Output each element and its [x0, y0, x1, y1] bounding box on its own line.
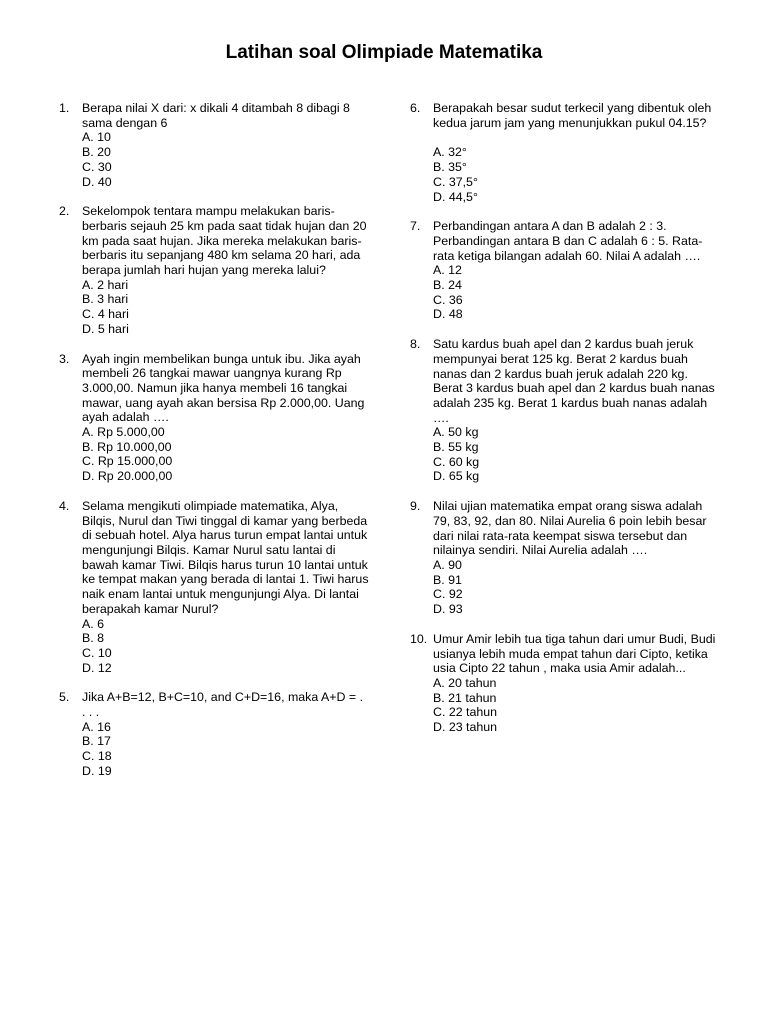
option-a: A. 20 tahun: [433, 675, 497, 690]
option-d: D. 44,5°: [433, 189, 478, 204]
options-list: [433, 676, 720, 735]
question-number: 1.: [59, 101, 70, 115]
question-9: [410, 499, 720, 617]
question-text: Berapa nilai X dari: x dikali 4 ditambah 8 dibagi 8 sama dengan 6: [82, 101, 350, 130]
option-d: D. 5 hari: [82, 321, 129, 336]
options-list: [82, 278, 369, 337]
question-2: [59, 204, 369, 336]
option-a: A. Rp 5.000,00: [82, 425, 165, 440]
question-4: [59, 499, 369, 675]
option-d: D. Rp 20.000,00: [82, 469, 173, 484]
option-c: C. 30: [82, 159, 112, 174]
option-a: A. 2 hari: [82, 277, 129, 292]
question-number: 8.: [410, 337, 421, 352]
option-b: B. 35°: [433, 160, 467, 175]
option-c: C. 22 tahun: [433, 705, 498, 720]
option-d: D. 19: [82, 763, 112, 778]
option-c: C. 37,5°: [433, 174, 478, 189]
question-number: 3.: [59, 351, 70, 366]
left-column: [59, 101, 369, 779]
option-b: B. 8: [82, 631, 105, 646]
option-a: A. 12: [433, 263, 462, 278]
options-list: [433, 425, 720, 484]
question-3: [59, 352, 369, 484]
question-text: Nilai ujian matematika empat orang siswa adalah 79, 83, 92, dan 80. Nilai Aurelia 6 poin lebih besar dari nilai rata-rata keempat siswa tersebut dan nilainya sendiri. Nilai Aurelia adalah ….: [433, 499, 707, 558]
options-list: [82, 130, 369, 189]
option-a: A. 16: [82, 719, 111, 734]
option-b: B. 20: [82, 145, 111, 160]
question-number: 10.: [410, 631, 428, 646]
question-7: [410, 219, 720, 322]
option-d: D. 40: [82, 174, 112, 189]
option-b: B. 91: [433, 572, 462, 587]
options-list: [82, 720, 369, 779]
question-number: 7.: [410, 219, 421, 234]
option-b: B. 17: [82, 734, 111, 749]
option-c: C. 10: [82, 645, 112, 660]
question-text: Ayah ingin membelikan bunga untuk ibu. Jika ayah membeli 26 tangkai mawar uangnya kurang Rp 3.000,00. Namun jika hanya membeli 16 tangkai mawar, uang ayah akan bersisa Rp 2.000,00. Uang ayah adalah ….: [82, 351, 365, 425]
question-text: Berapakah besar sudut terkecil yang dibentuk oleh kedua jarum jam yang menunjukkan pukul 04.15?: [433, 101, 712, 130]
options-list: [82, 425, 369, 484]
option-c: C. 18: [82, 749, 112, 764]
question-text: Perbandingan antara A dan B adalah 2 : 3. Perbandingan antara B dan C adalah 6 : 5. Rata-rata ketiga bilangan adalah 60. Nilai A adalah ….: [433, 219, 703, 263]
options-list: [433, 558, 720, 617]
option-c: C. 60 kg: [433, 454, 480, 469]
question-text: Sekelompok tentara mampu melakukan baris-berbaris sejauh 25 km pada saat tidak hujan dan 20 km pada saat hujan. Jika mereka melakukan baris-berbaris itu sepanjang 480 km selama 20 hari, ada berapa jumlah hari hujan yang mereka lalui?: [82, 204, 367, 278]
question-number: 4.: [59, 498, 70, 513]
option-d: D. 48: [433, 307, 463, 322]
option-a: A. 10: [82, 130, 111, 145]
option-c: C. 4 hari: [82, 307, 129, 322]
question-number: 2.: [59, 204, 70, 219]
question-number: 6.: [410, 101, 421, 115]
option-a: A. 6: [82, 616, 105, 631]
question-1: [59, 101, 369, 189]
option-a: A. 32°: [433, 145, 467, 160]
option-d: D. 93: [433, 602, 463, 617]
option-d: D. 23 tahun: [433, 720, 498, 735]
right-column: [410, 101, 720, 735]
option-b: B. 24: [433, 278, 462, 293]
question-6: [410, 101, 720, 204]
option-b: B. 3 hari: [82, 292, 129, 307]
options-list: [433, 145, 720, 204]
question-5: [59, 690, 369, 778]
question-text: Jika A+B=12, B+C=10, and C+D=16, maka A+D = . . . .: [82, 690, 364, 720]
option-b: B. Rp 10.000,00: [82, 439, 172, 454]
question-8: [410, 337, 720, 484]
option-c: C. 36: [433, 292, 463, 307]
options-list: [433, 263, 720, 322]
question-text: Umur Amir lebih tua tiga tahun dari umur Budi, Budi usianya lebih muda empat tahun dari Cipto, ketika usia Cipto 22 tahun , maka usia Amir adalah...: [433, 631, 716, 676]
option-b: B. 21 tahun: [433, 690, 497, 705]
option-d: D. 65 kg: [433, 469, 480, 484]
option-a: A. 90: [433, 557, 462, 572]
options-list: [82, 617, 369, 676]
question-text: Selama mengikuti olimpiade matematika, Alya, Bilqis, Nurul dan Tiwi tinggal di kamar yang berbeda di sebuah hotel. Alya harus turun empat lantai untuk mengunjungi Bilqis. Kamar Nurul satu lantai di bawah kamar Tiwi. Bilqis harus turun 10 lantai untuk ke tempat makan yang berada di lantai 1. Tiwi harus naik enam lantai untuk mengunjungi Alya. Di lantai berapakah kamar Nurul?: [82, 498, 369, 616]
option-c: C. 92: [433, 587, 463, 602]
question-10: [410, 632, 720, 735]
question-text: Satu kardus buah apel dan 2 kardus buah jeruk mempunyai berat 125 kg. Berat 2 kardus buah nanas dan 2 kardus buah jeruk adalah 220 kg. Berat 3 kardus buah apel dan 2 kardus buah nanas adalah 235 kg. Berat 1 kardus buah nanas adalah ….: [433, 337, 715, 425]
question-number: 9.: [410, 499, 421, 514]
option-b: B. 55 kg: [433, 440, 479, 455]
question-number: 5.: [59, 690, 70, 705]
option-c: C. Rp 15.000,00: [82, 454, 173, 469]
option-d: D. 12: [82, 660, 112, 675]
page-title: Latihan soal Olimpiade Matematika: [225, 42, 543, 63]
option-a: A. 50 kg: [433, 425, 479, 440]
